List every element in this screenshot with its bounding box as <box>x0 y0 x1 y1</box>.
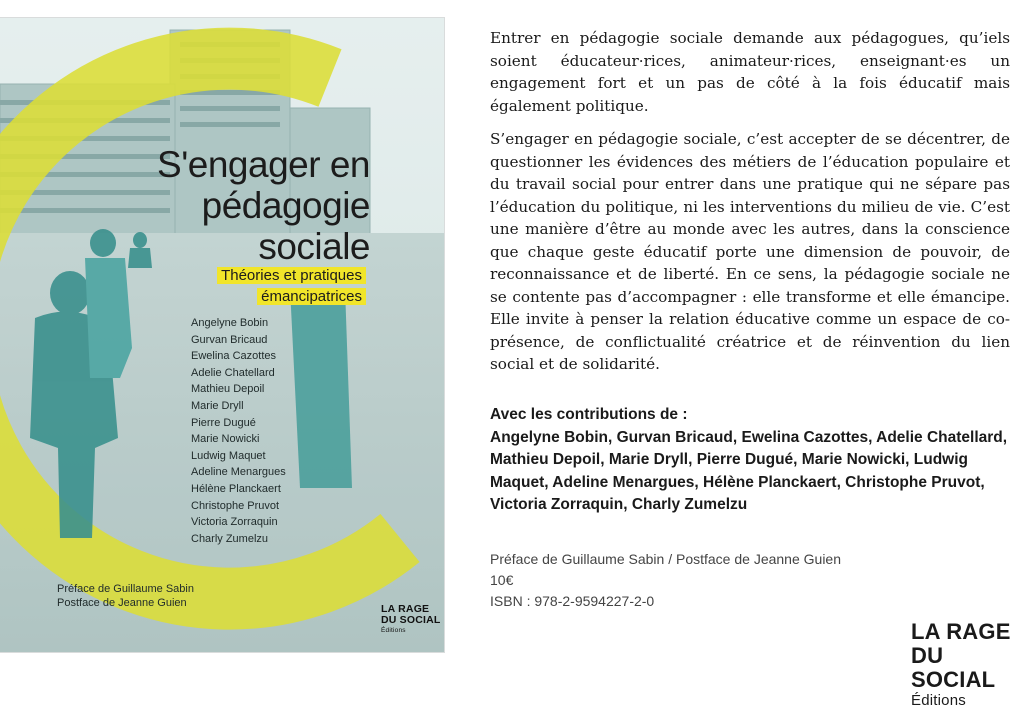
cover-author: Angelyne Bobin <box>191 317 269 329</box>
cover-title-line: pédagogie <box>201 185 370 226</box>
cover-author: Gurvan Bricaud <box>191 333 268 346</box>
contributions-names: Angelyne Bobin, Gurvan Bricaud, Ewelina Cazottes, Adelie Chatellard, Mathieu Depoil, Marie Dryll, Pierre Dugué, Marie Nowicki, Ludwig Maquet, Adeline Menargues, Hélène Planckaert, Christophe Pruvot, Victoria Zorraquin, Charly Zumelzu <box>490 428 1008 513</box>
book-meta <box>490 549 990 612</box>
cover-author: Ludwig Maquet <box>191 449 266 462</box>
cover-author: Marie Dryll <box>191 399 244 412</box>
cover-logo-line: LA RAGE <box>381 603 430 615</box>
publisher-logo-line: DU SOCIAL <box>911 643 996 692</box>
cover-author: Adelie Chatellard <box>191 366 275 379</box>
isbn: ISBN : 978-2-9594227-2-0 <box>490 593 655 609</box>
description-paragraph: Entrer en pédagogie sociale demande aux pédagogues, qu’iels soient éducateur·rices, animateur·rices, enseignant·es un engagement fort et un pas de côté à la fois éducatif mais également politique. <box>490 29 1010 115</box>
cover-title-line: sociale <box>258 226 370 267</box>
cover-postface: Postface de Jeanne Guien <box>57 597 187 609</box>
cover-author: Marie Nowicki <box>191 433 260 446</box>
cover-author-list <box>191 315 331 547</box>
cover-subtitle-text: Théories et pratiques émancipatrices <box>217 267 366 305</box>
cover-preface: Préface de Guillaume Sabin <box>57 583 194 595</box>
cover-author: Ewelina Cazottes <box>191 350 276 363</box>
cover-publisher-logo <box>381 604 441 635</box>
publisher-logo-sub: Éditions <box>911 692 966 709</box>
contributions-heading: Avec les contributions de : <box>490 406 688 423</box>
book-description <box>490 27 1010 387</box>
cover-author: Pierre Dugué <box>191 416 256 429</box>
cover-author: Charly Zumelzu <box>191 532 269 545</box>
cover-logo-sub: Éditions <box>381 627 406 634</box>
price: 10€ <box>490 572 514 588</box>
contributions-block <box>490 404 1010 517</box>
cover-author: Christophe Pruvot <box>191 499 280 512</box>
cover-author: Victoria Zorraquin <box>191 516 278 529</box>
cover-author: Mathieu Depoil <box>191 383 265 396</box>
credits-line: Préface de Guillaume Sabin / Postface de Jeanne Guien <box>490 551 841 567</box>
cover-subtitle <box>150 265 366 307</box>
cover-author: Adeline Menargues <box>191 466 286 479</box>
cover-title-line: S'engager en <box>157 144 370 185</box>
description-paragraph: S’engager en pédagogie sociale, c’est accepter de se décentrer, de questionner les évidences des métiers de l’éducation populaire et du travail social pour entrer dans une pratique qui ne sépare pas l’éducation du politique, ni les interventions du milieu de vie. C’est une manière d’être au monde avec les autres, dans la conscience que chaque geste éducatif porte une dimension de pouvoir, de reconnaissance et de liberté. En ce sens, la pédagogie sociale ne se contente pas d’accompagner : elle transforme et elle émancipe. Elle invite à penser la relation éducative comme un espace de co-présence, de conflictualité créatrice et de réinvention du lien social et de solidarité. <box>490 130 1010 373</box>
publisher-logo-line: LA RAGE <box>911 619 1011 644</box>
cover-author: Hélène Planckaert <box>191 482 281 495</box>
cover-logo-line: DU SOCIAL <box>381 614 441 626</box>
book-cover <box>0 18 444 652</box>
cover-credits <box>57 582 257 610</box>
cover-title <box>108 144 370 267</box>
